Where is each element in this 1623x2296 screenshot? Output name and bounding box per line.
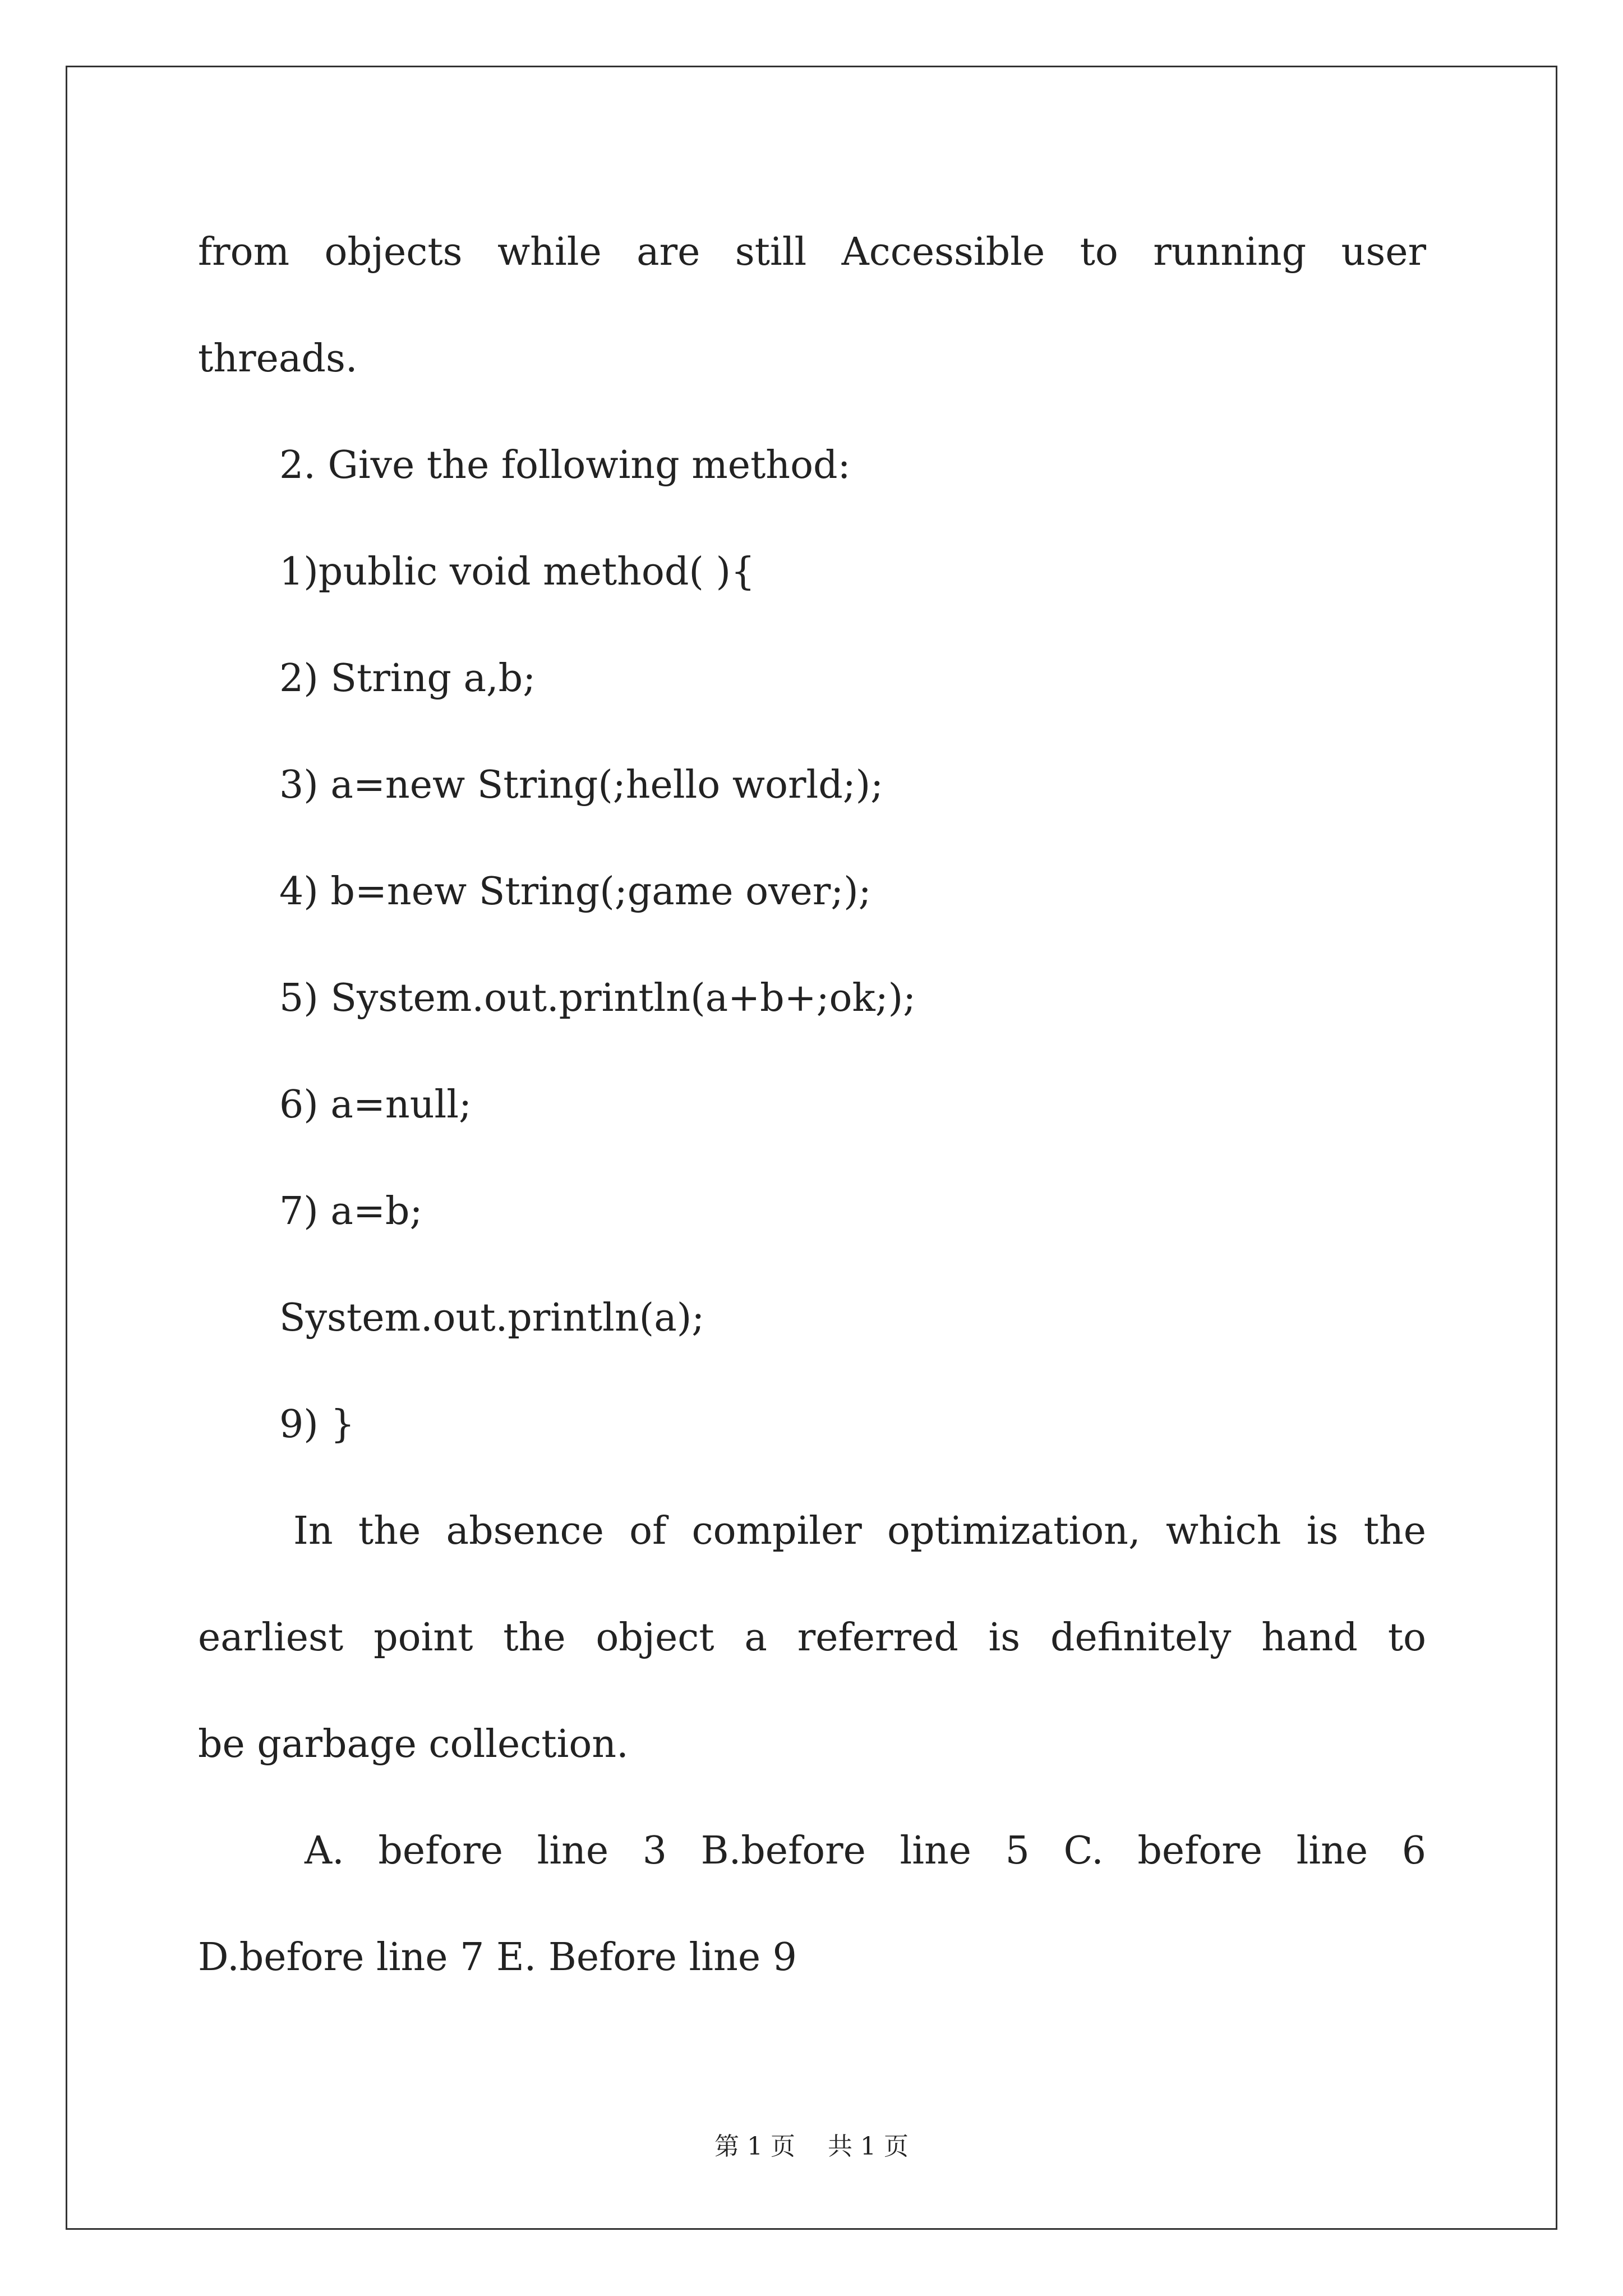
- code-line: 3) a=new String(;hello world;);: [279, 763, 884, 807]
- page-number-footer: 第 1 页 共 1 页: [714, 2132, 909, 2161]
- question-text: In the absence of compiler optimization, which is the: [293, 1509, 1426, 1553]
- code-line: 9) }: [279, 1402, 355, 1447]
- text-line: threads.: [198, 337, 358, 381]
- document-body: [198, 219, 1426, 2031]
- question-text: earliest point the object a referred is definitely hand to: [198, 1616, 1426, 1660]
- question-text: be garbage collection.: [198, 1722, 629, 1766]
- answer-options: A. before line 3 B.before line 5 C. before line 6: [305, 1829, 1426, 1873]
- text-line: from objects while are still Accessible to running user: [198, 230, 1426, 274]
- code-line: 7) a=b;: [279, 1189, 423, 1234]
- code-line: System.out.println(a);: [279, 1296, 705, 1340]
- code-line: 6) a=null;: [279, 1083, 472, 1127]
- code-line: 5) System.out.println(a+b+;ok;);: [279, 976, 916, 1020]
- code-line: 1)public void method( ){: [279, 550, 755, 594]
- code-line: 2) String a,b;: [279, 656, 536, 701]
- answer-options: D.before line 7 E. Before line 9: [198, 1935, 797, 1980]
- code-line: 4) b=new String(;game over;);: [279, 869, 872, 914]
- question-heading: 2. Give the following method:: [279, 443, 851, 487]
